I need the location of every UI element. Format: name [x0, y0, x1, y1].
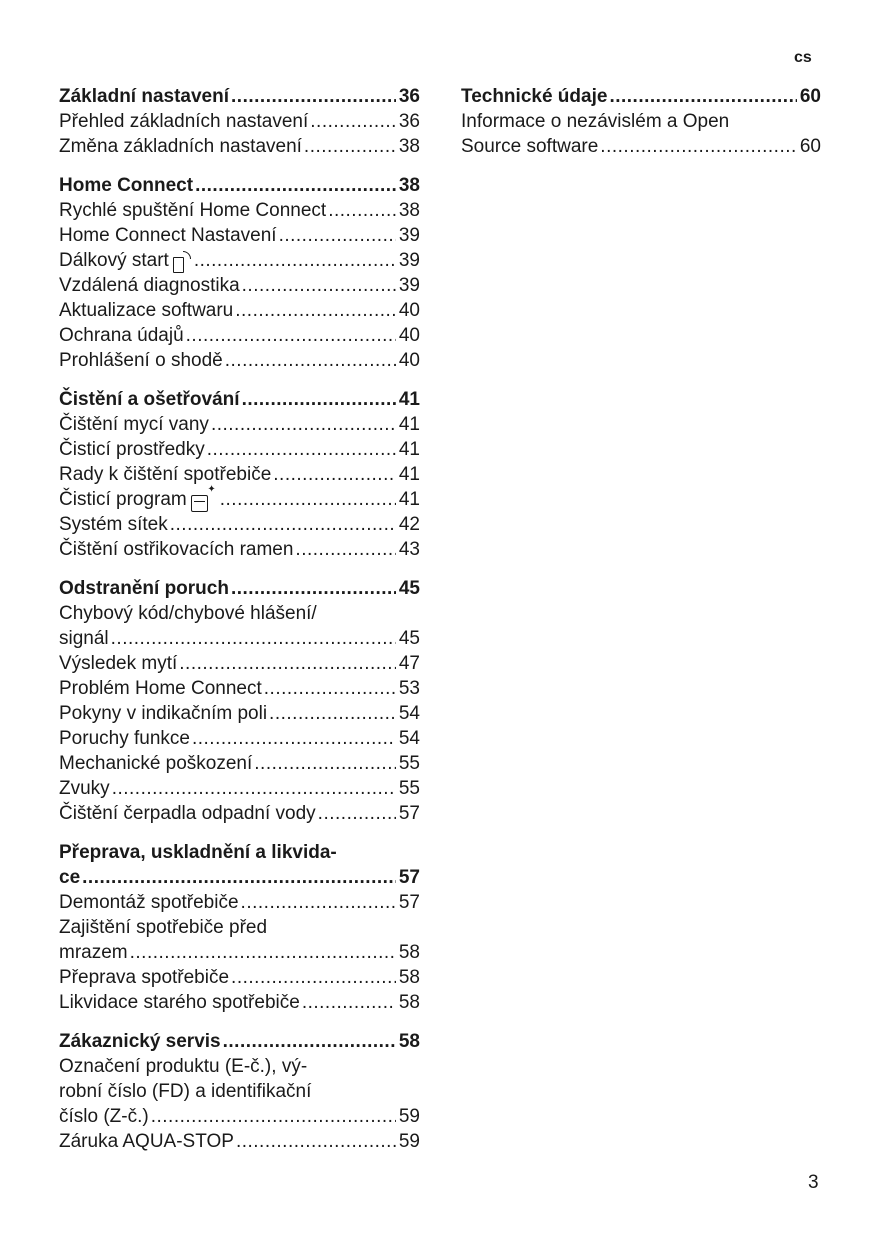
toc-entry[interactable]: [59, 701, 420, 726]
toc-heading-page: 38: [398, 175, 420, 196]
toc-section-cisteni: [59, 387, 420, 562]
toc-leader-dots: [186, 323, 396, 348]
toc-entry-page: 54: [398, 703, 420, 724]
toc-entry-title: Source software: [461, 136, 599, 157]
toc-entry-page: 38: [398, 200, 420, 221]
toc-entry[interactable]: [59, 462, 420, 487]
toc-leader-dots: [235, 298, 396, 323]
toc-entry[interactable]: [59, 676, 420, 701]
toc-entry-title: Výsledek mytí: [59, 653, 178, 674]
toc-leader-dots: [318, 801, 396, 826]
toc-entry[interactable]: [59, 134, 420, 159]
toc-leader-dots: [194, 248, 396, 273]
toc-entry-title-line: robní číslo (FD) a identifikační: [59, 1081, 312, 1102]
toc-entry-title: Prohlášení o shodě: [59, 350, 223, 371]
toc-entry-page: 41: [398, 464, 420, 485]
toc-heading-title: Zákaznický servis: [59, 1031, 221, 1052]
language-code: cs: [794, 49, 812, 66]
toc-entry-page: 36: [398, 111, 420, 132]
toc-entry-page: 38: [398, 136, 420, 157]
toc-leader-dots: [225, 348, 396, 373]
toc-entry-title: Rady k čištění spotřebiče: [59, 464, 272, 485]
toc-heading-title: Home Connect: [59, 175, 194, 196]
toc-leader-dots: [302, 990, 396, 1015]
toc-entry-title: Likvidace starého spotřebiče: [59, 992, 300, 1013]
toc-entry[interactable]: [59, 487, 420, 512]
toc-leader-dots: [220, 487, 396, 512]
toc-right-column: [461, 84, 821, 173]
toc-entry[interactable]: [59, 323, 420, 348]
toc-section-heading[interactable]: [59, 84, 420, 109]
toc-entry-title: Demontáž spotřebiče: [59, 892, 239, 913]
remote-start-icon: [173, 257, 184, 273]
toc-entry-page: 41: [398, 414, 420, 435]
toc-entry-title: Home Connect Nastavení: [59, 225, 277, 246]
toc-entry[interactable]: [59, 651, 420, 676]
toc-leader-dots: [242, 387, 396, 412]
toc-entry[interactable]: [59, 512, 420, 537]
toc-section-home-connect: [59, 173, 420, 373]
toc-entry[interactable]: [59, 726, 420, 751]
toc-entry-page: 59: [398, 1131, 420, 1152]
toc-section-heading[interactable]: [59, 576, 420, 601]
toc-leader-dots: [130, 940, 396, 965]
toc-leader-dots: [192, 726, 396, 751]
toc-entry-title: Systém sítek: [59, 514, 168, 535]
toc-section-zakaznicky-servis: [59, 1029, 420, 1154]
toc-heading-page: 45: [398, 578, 420, 599]
toc-entry[interactable]: [59, 537, 420, 562]
toc-entry-page: 57: [398, 803, 420, 824]
toc-entry-page: 58: [398, 967, 420, 988]
toc-leader-dots: [273, 462, 396, 487]
toc-entry[interactable]: [59, 965, 420, 990]
toc-entry-title: Pokyny v indikačním poli: [59, 703, 268, 724]
toc-leader-dots: [151, 1104, 396, 1129]
toc-heading-title-line: Přeprava, uskladnění a likvida-: [59, 842, 337, 863]
toc-entry-page: 55: [398, 778, 420, 799]
toc-entry-title: Čisticí prostředky: [59, 439, 205, 460]
toc-entry-title: mrazem: [59, 942, 128, 963]
toc-leader-dots: [242, 273, 396, 298]
toc-heading-page: 58: [398, 1031, 420, 1052]
toc-leader-dots: [304, 134, 396, 159]
toc-heading-title: Odstranění poruch: [59, 578, 229, 599]
toc-heading-page: 36: [398, 86, 420, 107]
toc-leader-dots: [207, 437, 396, 462]
toc-entry-title-line: Informace o nezávislém a Open: [461, 111, 730, 132]
toc-entry[interactable]: [59, 801, 420, 826]
toc-section-heading[interactable]: [59, 173, 420, 198]
toc-entry[interactable]: [461, 134, 821, 159]
toc-leader-dots: [264, 676, 396, 701]
toc-entry[interactable]: [59, 890, 420, 915]
toc-leader-dots: [112, 776, 396, 801]
toc-entry-page: 59: [398, 1106, 420, 1127]
toc-entry-title-line: Označení produktu (E-č.), vý-: [59, 1056, 308, 1077]
toc-leader-dots: [231, 965, 396, 990]
toc-entry-title: Dálkový start: [59, 250, 169, 271]
toc-entry[interactable]: [59, 626, 420, 651]
toc-entry-title: Rychlé spuštění Home Connect: [59, 200, 327, 221]
toc-entry[interactable]: [59, 1129, 420, 1154]
toc-leader-dots: [310, 109, 396, 134]
toc-entry-title: Změna základních nastavení: [59, 136, 302, 157]
toc-entry-page: 39: [398, 250, 420, 271]
toc-left-column: [59, 84, 420, 1168]
toc-entry-page: 58: [398, 942, 420, 963]
toc-section-heading[interactable]: [461, 84, 821, 109]
toc-section-heading[interactable]: [59, 865, 420, 890]
toc-entry-page: 39: [398, 225, 420, 246]
toc-entry-page: 60: [799, 136, 821, 157]
toc-leader-dots: [279, 223, 396, 248]
toc-entry-title: Záruka AQUA-STOP: [59, 1131, 234, 1152]
toc-leader-dots: [609, 84, 796, 109]
toc-entry[interactable]: [59, 198, 420, 223]
toc-entry[interactable]: [59, 990, 420, 1015]
toc-entry-title: Aktualizace softwaru: [59, 300, 234, 321]
toc-entry-page: 55: [398, 753, 420, 774]
toc-entry-page: 45: [398, 628, 420, 649]
toc-entry[interactable]: [59, 437, 420, 462]
toc-heading-title: Čistění a ošetřování: [59, 389, 240, 410]
toc-entry-page: 58: [398, 992, 420, 1013]
toc-entry-title: Přehled základních nastavení: [59, 111, 309, 132]
toc-entry-title: Přeprava spotřebiče: [59, 967, 230, 988]
toc-section-heading[interactable]: [59, 1029, 420, 1054]
toc-entry-page: 40: [398, 300, 420, 321]
toc-entry-title-line: Chybový kód/chybové hlášení/: [59, 603, 317, 624]
toc-entry-title: Problém Home Connect: [59, 678, 262, 699]
toc-heading-title: Základní nastavení: [59, 86, 230, 107]
toc-entry-title: Čištění ostřikovacích ramen: [59, 539, 294, 560]
toc-heading-page: 60: [799, 86, 821, 107]
toc-entry-page: 43: [398, 539, 420, 560]
toc-entry-page: 57: [398, 892, 420, 913]
machine-care-icon: [191, 495, 208, 512]
toc-entry[interactable]: [59, 940, 420, 965]
toc-section-technicke-udaje: [461, 84, 821, 159]
toc-entry-page: 40: [398, 350, 420, 371]
toc-leader-dots: [254, 751, 396, 776]
toc-entry[interactable]: [59, 248, 420, 273]
toc-entry-page: 41: [398, 439, 420, 460]
toc-leader-dots: [111, 626, 396, 651]
toc-entry[interactable]: [59, 1104, 420, 1129]
toc-entry-title-line: Zajištění spotřebiče před: [59, 917, 268, 938]
toc-entry[interactable]: [59, 298, 420, 323]
toc-entry[interactable]: [59, 348, 420, 373]
toc-entry-page: 40: [398, 325, 420, 346]
toc-entry[interactable]: [59, 223, 420, 248]
toc-leader-dots: [195, 173, 396, 198]
toc-leader-dots: [269, 701, 396, 726]
toc-leader-dots: [231, 576, 396, 601]
toc-entry[interactable]: [59, 273, 420, 298]
toc-leader-dots: [231, 84, 396, 109]
toc-entry[interactable]: [59, 412, 420, 437]
toc-heading-page: 41: [398, 389, 420, 410]
toc-entry-title: Čištění čerpadla odpadní vody: [59, 803, 316, 824]
toc-entry-page: 47: [398, 653, 420, 674]
toc-entry-title: číslo (Z-č.): [59, 1106, 149, 1127]
toc-entry[interactable]: [59, 776, 420, 801]
toc-entry-page: 53: [398, 678, 420, 699]
toc-heading-title: Technické údaje: [461, 86, 608, 107]
toc-section-preprava: [59, 840, 420, 1015]
toc-leader-dots: [170, 512, 396, 537]
toc-section-zakladni-nastaveni: [59, 84, 420, 159]
toc-entry-title: Čištění mycí vany: [59, 414, 209, 435]
toc-entry-page: 54: [398, 728, 420, 749]
toc-leader-dots: [223, 1029, 396, 1054]
toc-leader-dots: [236, 1129, 396, 1154]
toc-entry-title: signál: [59, 628, 109, 649]
page-number: 3: [808, 1172, 819, 1193]
toc-entry-title: Čisticí program: [59, 489, 187, 510]
toc-leader-dots: [241, 890, 396, 915]
toc-leader-dots: [82, 865, 396, 890]
toc-entry-page: 42: [398, 514, 420, 535]
toc-leader-dots: [295, 537, 395, 562]
toc-leader-dots: [179, 651, 396, 676]
toc-entry-page: 39: [398, 275, 420, 296]
toc-entry[interactable]: [59, 109, 420, 134]
toc-entry[interactable]: [59, 751, 420, 776]
toc-entry-page: 41: [398, 489, 420, 510]
toc-leader-dots: [211, 412, 396, 437]
toc-entry-title: Vzdálená diagnostika: [59, 275, 240, 296]
toc-section-heading[interactable]: [59, 387, 420, 412]
toc-leader-dots: [328, 198, 396, 223]
toc-heading-title: ce: [59, 867, 81, 888]
toc-entry-title: Mechanické poškození: [59, 753, 253, 774]
toc-entry-title: Zvuky: [59, 778, 110, 799]
toc-heading-page: 57: [398, 867, 420, 888]
toc-entry-title: Ochrana údajů: [59, 325, 184, 346]
toc-entry-title: Poruchy funkce: [59, 728, 190, 749]
toc-leader-dots: [600, 134, 797, 159]
toc-section-odstraneni-poruch: [59, 576, 420, 826]
